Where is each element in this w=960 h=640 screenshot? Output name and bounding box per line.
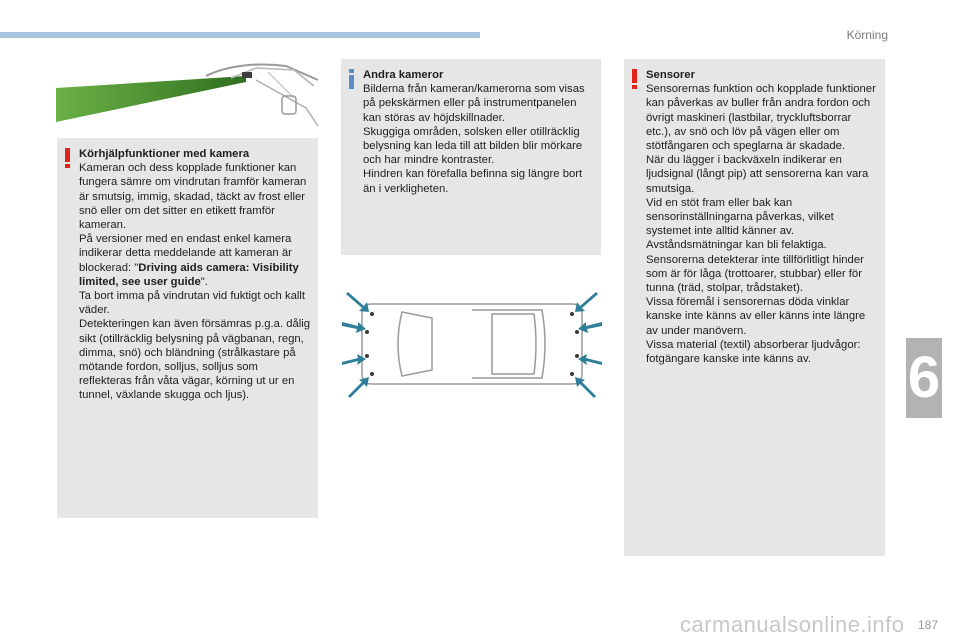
warning-box-sensors-title: Sensorer [646, 69, 695, 81]
top-color-bar [0, 32, 480, 38]
warning-box-sensors-text: Sensorernas funktion och kopplade funktioner kan påverkas av buller från andra fordon och övrigt maskineri (lastbilar, tryckluftsborrar etc.), av snö och löv på vägen eller om stötfångaren och speglarna är skadade. När du lägger i backväxeln indikerar en ljudsignal (långt pip) att sensorerna kan vara smutsiga. Vid en stöt fram eller bak kan sensorinställningarna påverkas, vilket systemet inte alltid känner av. Avståndsmätningar kan bli felaktiga. Sensorerna detekterar inte tillförlitligt hinder som är för låga (trottoarer, stubbar) eller för tunna (träd, stolpar, trådstaket). Vissa föremål i sensorernas döda vinklar kanske inte känns av eller känns inte längre av under manövern. Vissa material (textil) absorberar ljudvågor: fotgängare kanske inte känns av. [646, 83, 876, 366]
warning-box-camera-content [79, 147, 312, 403]
chapter-tab [906, 338, 942, 418]
warning-box-camera-text [79, 161, 312, 402]
warning-box-camera [57, 138, 318, 518]
warning-box-sensors-content [646, 68, 879, 366]
watermark: carmanualsonline.info [680, 612, 905, 637]
warning-box-sensors [624, 59, 885, 556]
chapter-number: 6 [907, 345, 941, 410]
warning-box-camera-title: Körhjälpfunktioner med kamera [79, 148, 250, 160]
camera-blocked-message: Driving aids camera: Visibility limited, see user guide [79, 261, 299, 288]
page-number: 187 [917, 618, 938, 632]
info-box-other-cameras [341, 59, 601, 255]
warning-icon [632, 69, 637, 89]
windshield-camera-illustration [56, 58, 326, 128]
warning-icon [65, 148, 70, 168]
camera-text-part2: ". Ta bort imma på vindrutan vid fuktigt och kallt väder. Detekteringen kan även försämras p.g.a. dålig sikt (otillräcklig belysning på vägbanan, regn, dimma, snö) och bländning (strålkastare på mötande fordon, solljus, solljus som reflekteras från våta vägar, körning ut ur en tunnel, växlande skugga och ljus). [79, 275, 311, 402]
camera-text-part1: Kameran och dess kopplade funktioner kan fungera sämre om vindrutan framför kameran är smutsig, immig, skadad, täckt av frost eller snö eller om det sitter en etikett framför kameran. På versioner med en endast enkel kamera indikerar detta meddelande att kameran är blockerad: " [79, 162, 307, 274]
info-icon [349, 69, 354, 89]
info-box-title: Andra kameror [363, 69, 444, 81]
section-title: Körning [846, 28, 888, 42]
car-sensors-illustration [342, 284, 602, 404]
info-box-text: Bilderna från kameran/kamerorna som visas på pekskärmen eller på instrumentpanelen kan störas av höjdskillnader. Skuggiga områden, solsken eller otillräcklig belysning kan leda till att bilden blir mörkare och har mindre kontraster. Hindren kan förefalla befinna sig längre bort än i verkligheten. [363, 83, 585, 195]
info-box-content [363, 68, 595, 196]
